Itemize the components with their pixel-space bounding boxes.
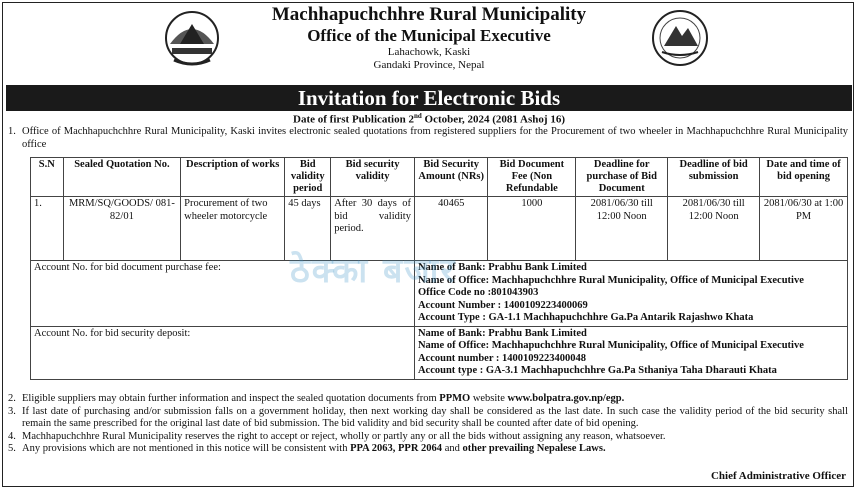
header-opening-date: Date and time of bid opening [760,158,848,197]
account-security-row [31,326,848,379]
signature-title: Chief Administrative Officer [710,470,846,482]
municipality-title: Machhapuchchhre Rural Municipality [271,4,587,25]
security-account-type: Account type : GA-3.1 Machhapuchchhre Ga.Pa Sthaniya Taha Dharauti Khata [417,365,777,376]
header-submission-deadline: Deadline of bid submission [668,158,760,197]
cell-opening-date: 2081/06/30 at 1:00 PM [760,197,848,261]
address-line-2: Gandaki Province, Nepal [373,59,485,71]
purchase-office-name: Name of Office: Machhapuchchhre Rural Municipality, Office of Municipal Executive [417,274,804,286]
website-link[interactable]: www.bolpatra.gov.np/egp. [507,393,625,404]
notes-list [8,393,848,456]
security-bank-name: Name of Bank: Prabhu Bank Limited [417,327,587,339]
table-header-row [31,158,848,197]
header-bid-validity: Bid validity period [285,158,331,197]
letterhead [0,4,858,72]
header-purchase-deadline: Deadline for purchase of Bid Document [576,158,668,197]
account-purchase-details [414,261,847,327]
list-item: 2. Eligible suppliers may obtain further information and inspect the sealed quotation documents from PPMO website www.bolpatra.gov.np/egp. [8,393,625,404]
watermark-logo: ठेक्का बजार [290,251,457,291]
office-title: Office of the Municipal Executive [307,26,551,45]
cell-description: Procurement of two wheeler motorcycle [181,197,285,261]
header-document-fee: Bid Document Fee (Non Refundable [488,158,576,197]
cell-submission-deadline: 2081/06/30 till 12:00 Noon [668,197,760,261]
account-security-label: Account No. for bid security deposit: [31,326,415,379]
purchase-account-number: Account Number : 1400109223400069 [417,299,588,311]
cell-document-fee: 1000 [488,197,576,261]
header-security-amount: Bid Security Amount (NRs) [414,158,488,197]
header-sn: S.N [31,158,64,197]
list-item: 3. If last date of purchasing and/or submission falls on a government holiday, then next working day shall be considered as the last date. In such case the validity period of the bid security shall remain the same prescribed for the original last date of bid submission. The bid validity and bid security shall be counted after date of bid opening. [8,405,848,429]
security-office-name: Name of Office: Machhapuchchhre Rural Municipality, Office of Municipal Executive [417,340,804,351]
paragraph-text: Office of Machhapuchchhre Rural Municipality, Kaski invites electronic sealed quotations from registered suppliers for the Procurement of two wheeler in Machhapuchchhre Rural Municipality office [22,126,848,150]
header-security-validity: Bid security validity [331,158,415,197]
account-security-details [414,326,847,379]
cell-purchase-deadline: 2081/06/30 till 12:00 Noon [576,197,668,261]
purchase-office-code: Office Code no :801043903 [417,287,539,298]
paragraph-1 [8,125,848,151]
cell-quotation-no: MRM/SQ/GOODS/ 081-82/01 [63,197,180,261]
cell-security-validity: After 30 days of bid validity period. [331,197,415,261]
purchase-bank-name: Name of Bank: Prabhu Bank Limited [417,262,587,273]
security-account-number: Account number : 1400109223400048 [417,352,587,364]
publication-date: Date of first Publication 2nd October, 2024 (2081 Ashoj 16) [293,112,565,126]
account-purchase-label: Account No. for bid document purchase fee: [31,261,415,327]
cell-security-amount: 40465 [414,197,488,261]
list-item: 4. Machhapuchchhre Rural Municipality reserves the right to accept or reject, wholly or partly any or all the bids without assigning any reason, whatsoever. [8,430,666,442]
header-description: Description of works [181,158,285,197]
header-quotation-no: Sealed Quotation No. [63,158,180,197]
notice-banner: Invitation for Electronic Bids [6,85,852,111]
cell-sn: 1. [31,197,64,261]
address-line-1: Lahachowk, Kaski [387,46,471,58]
list-item: 5. Any provisions which are not mentioned in this notice will be consistent with PPA 2063, PPR 2064 and other prevailing Nepalese Laws. [8,443,606,454]
cell-bid-validity: 45 days [285,197,331,261]
paragraph-number: 1. [8,126,16,137]
purchase-account-type: Account Type : GA-1.1 Machhapuchchhre Ga.Pa Antarik Rajashwo Khata [417,312,754,323]
